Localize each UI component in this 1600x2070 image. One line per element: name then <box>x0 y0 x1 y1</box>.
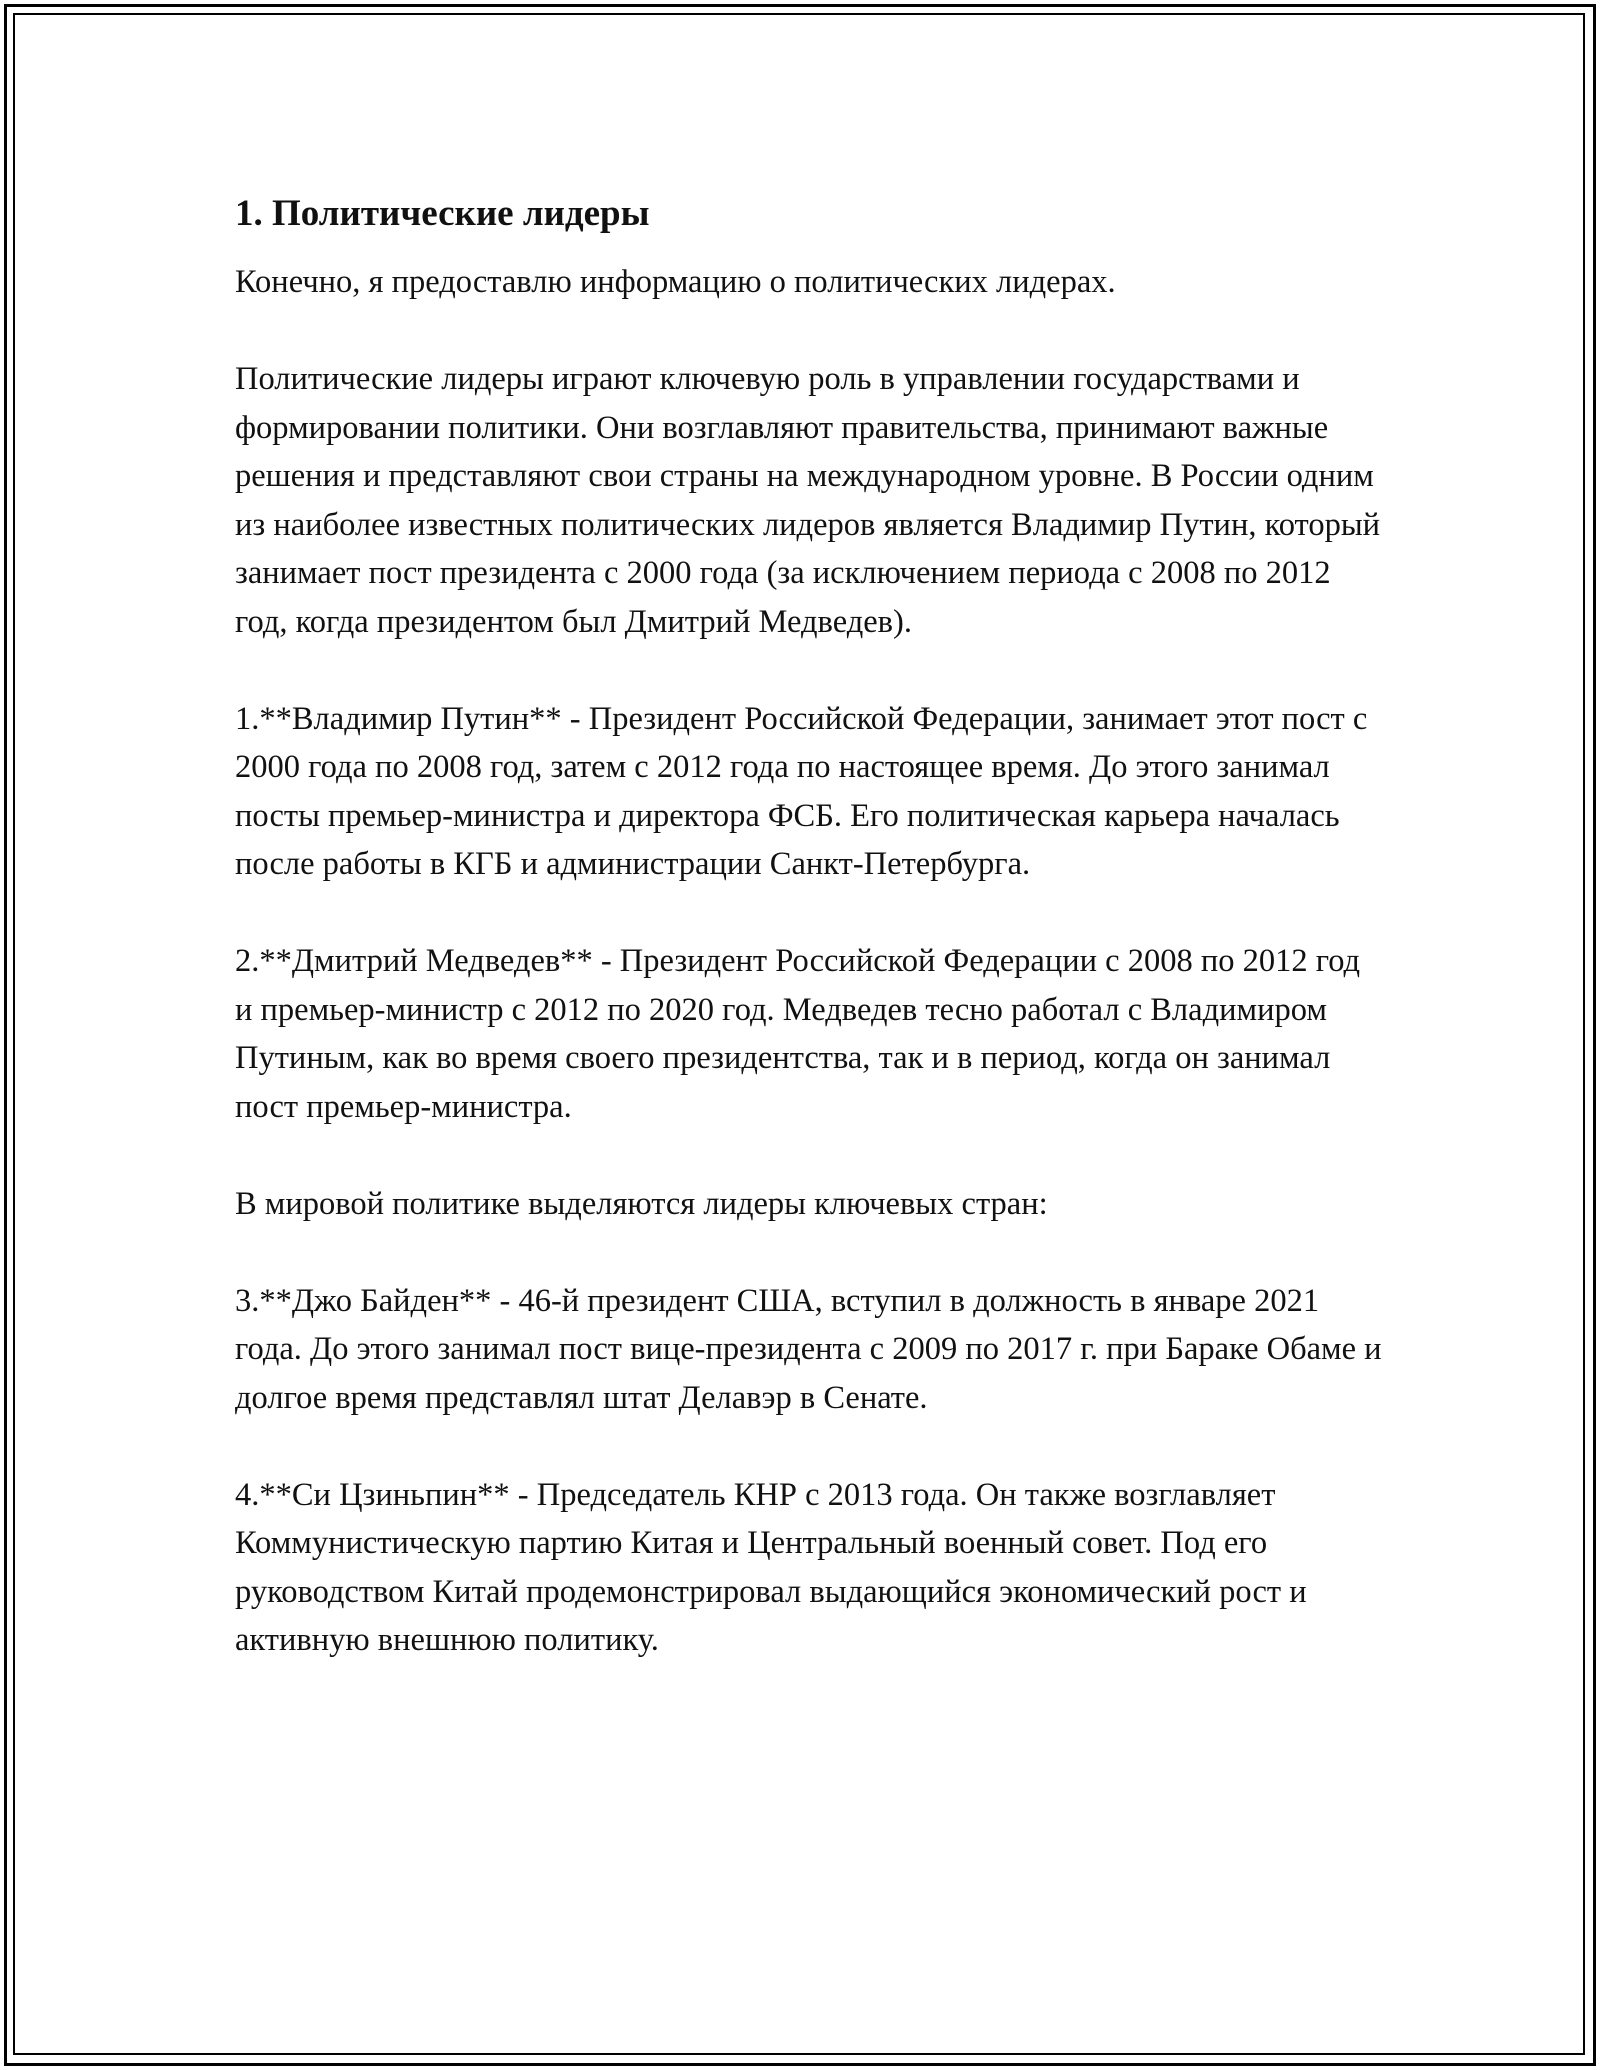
leader-item-medvedev: 2.**Дмитрий Медведев** - Президент Российской Федерации с 2008 по 2012 год и премьер-министр с 2012 по 2020 год. Медведев тесно работал с Владимиром Путиным, как во время своего президентства, так и в период, когда он занимал пост премьер-министра. <box>235 943 1361 1125</box>
leader-item-xi: 4.**Си Цзиньпин** - Председатель КНР с 2013 года. Он также возглавляет Коммунистическую партию Китая и Центральный военный совет. Под его руководством Китай продемонстрировал выдающийся экономический рост и активную внешнюю политику. <box>235 1476 1307 1658</box>
overview-paragraph: Политические лидеры играют ключевую роль в управлении государствами и формировании политики. Они возглавляют правительства, принимают важные решения и представляют свои страны на международном уровне. В России одним из наиболее известных политических лидеров является Владимир Путин, который занимает пост президента с 2000 года (за исключением периода с 2008 по 2012 год, когда президентом был Дмитрий Медведев). <box>235 361 1381 640</box>
leader-item-putin: 1.**Владимир Путин** - Президент Российской Федерации, занимает этот пост с 2000 года по 2008 год, затем с 2012 года по настоящее время. До этого занимал посты премьер-министра и директора ФСБ. Его политическая карьера началась после работы в КГБ и администрации Санкт-Петербурга. <box>235 700 1368 882</box>
leader-item-biden: 3.**Джо Байден** - 46-й президент США, вступил в должность в январе 2021 года. До этого занимал пост вице-президента с 2009 по 2017 г. при Бараке Обаме и долгое время представлял штат Делавэр в Сенате. <box>235 1282 1382 1416</box>
world-leaders-intro: В мировой политике выделяются лидеры ключевых стран: <box>235 1185 1048 1222</box>
intro-paragraph: Конечно, я предоставлю информацию о политических лидерах. <box>235 264 1116 300</box>
section-heading: 1. Политические лидеры <box>235 193 650 234</box>
document-body <box>235 190 1385 1713</box>
